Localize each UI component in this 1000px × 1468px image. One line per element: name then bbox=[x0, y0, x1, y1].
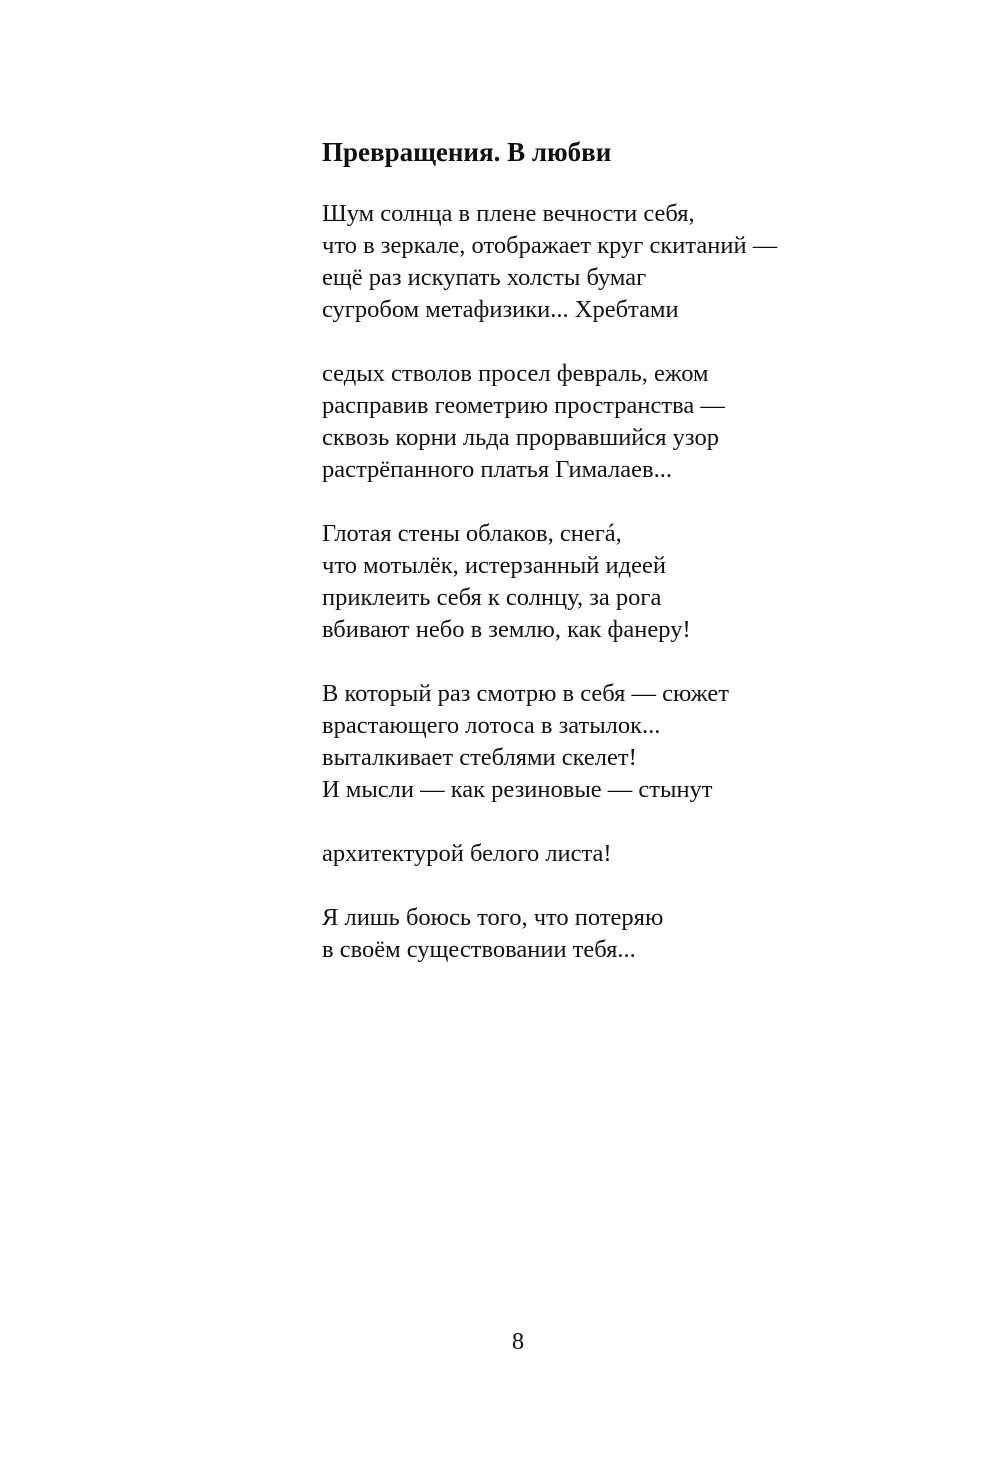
poem-line: архитектурой белого листа! bbox=[322, 840, 612, 867]
poem-line: седых стволов просел февраль, ежом bbox=[322, 360, 709, 387]
poem-line: Я лишь боюсь того, что потеряю bbox=[322, 904, 664, 931]
poem-title: Превращения. В любви bbox=[322, 137, 612, 167]
poem-line: В который раз смотрю в себя — сюжет bbox=[322, 680, 729, 707]
poem-line: сугробом метафизики... Хребтами bbox=[322, 296, 679, 323]
poem-line: врастающего лотоса в затылок... bbox=[322, 712, 661, 739]
poem-line: что мотылёк, истерзанный идеей bbox=[322, 552, 666, 579]
poem-line: расправив геометрию пространства — bbox=[322, 392, 725, 419]
stanza-6 bbox=[322, 902, 942, 966]
poem-line: вбивают небо в землю, как фанеру! bbox=[322, 616, 691, 643]
poem-line: выталкивает стеблями скелет! bbox=[322, 744, 637, 771]
poem-line: приклеить себя к солнцу, за рога bbox=[322, 584, 662, 611]
poem-line: в своём существовании тебя... bbox=[322, 936, 636, 963]
poem-line: что в зеркале, отображает круг скитаний — bbox=[322, 232, 778, 259]
poem-page bbox=[322, 132, 942, 998]
poem-line: И мысли — как резиновые — стынут bbox=[322, 776, 713, 803]
stanza-3 bbox=[322, 518, 942, 646]
stanza-2 bbox=[322, 358, 942, 486]
page-number: 8 bbox=[511, 1328, 525, 1355]
stanza-5 bbox=[322, 838, 942, 870]
poem-line: ещё раз искупать холсты бумаг bbox=[322, 264, 647, 291]
poem-line: растрёпанного платья Гималаев... bbox=[322, 456, 672, 483]
poem-line: Шум солнца в плене вечности себя, bbox=[322, 200, 695, 227]
stanza-4 bbox=[322, 678, 942, 806]
stanza-1 bbox=[322, 198, 942, 326]
poem-line: Глотая стены облаков, снегá, bbox=[322, 520, 622, 547]
poem-line: сквозь корни льда прорвавшийся узор bbox=[322, 424, 719, 451]
